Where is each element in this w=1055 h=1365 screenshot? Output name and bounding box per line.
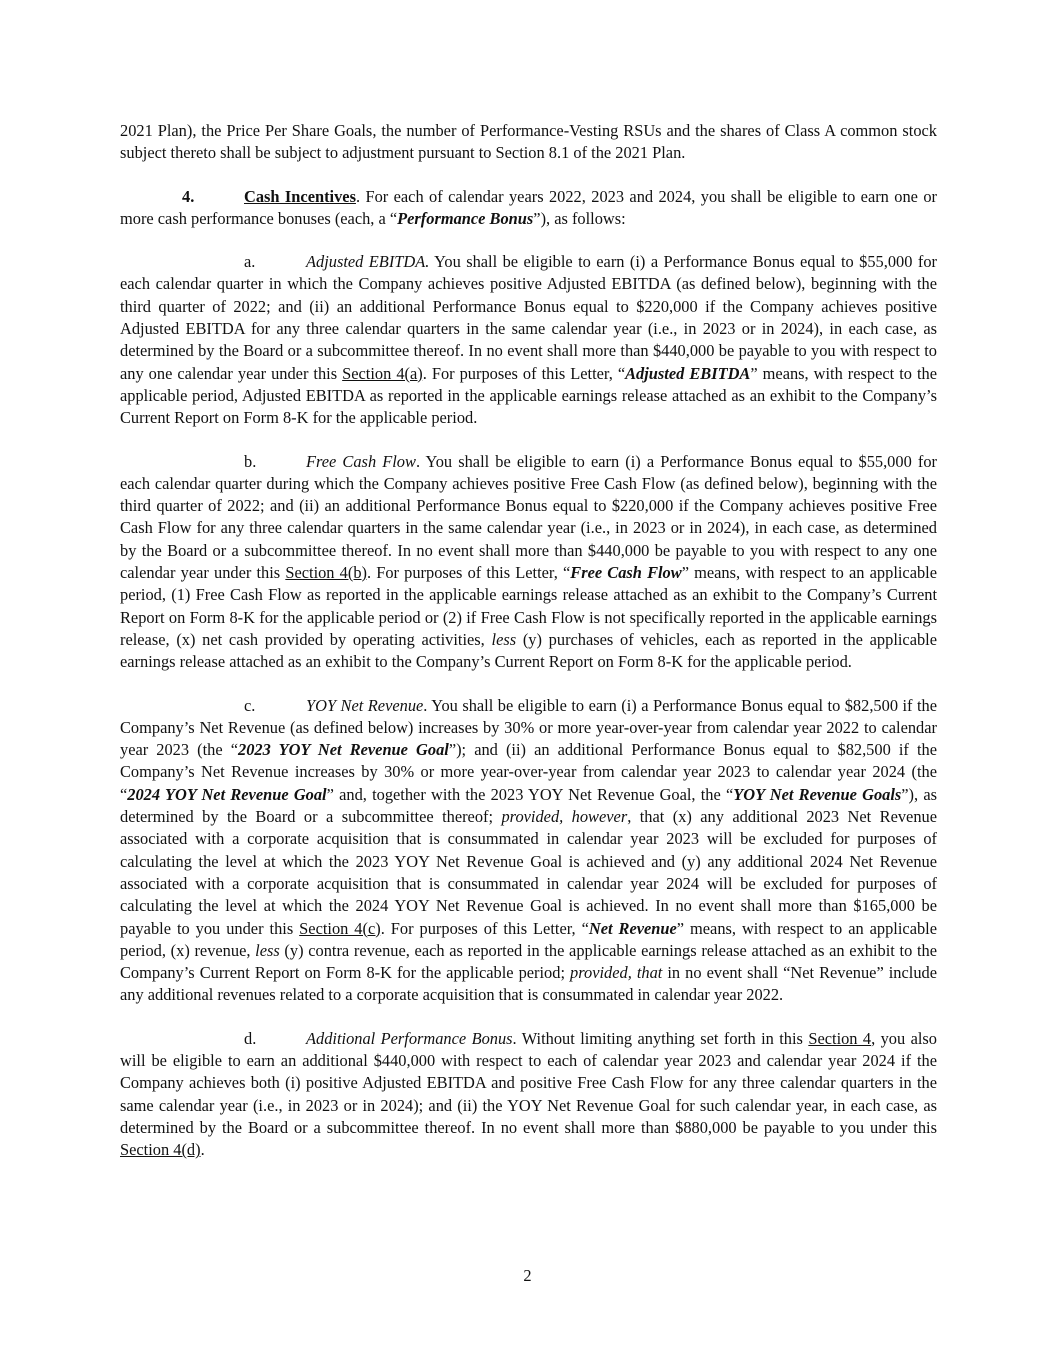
defined-term: Adjusted EBITDA (625, 363, 751, 383)
subsection-text: ” means, with respect to the applicable period, Adjusted EBITDA as reported in the applicable earnings release attached as an exhibit to the Company’s Current Report on Form 8-K for the applicable period. (120, 363, 938, 428)
subsection-b (120, 451, 937, 674)
section-reference: Section 4(a) (342, 363, 423, 383)
subsection-title: Additional Performance Bonus (306, 1028, 513, 1048)
subsection-text: . You shall be eligible to earn (i) a Performance Bonus equal to $82,500 if the Company’s Net Revenue (as defined below) increases by 30% or more year-over-year from calendar year 2022 to calendar year 2023 (the “ (120, 695, 938, 760)
subsection-text: . For purposes of this Letter, “ (380, 918, 589, 938)
subsection-letter: d. (244, 1028, 257, 1048)
subsection-text: . For purposes of this Letter, “ (422, 363, 626, 383)
subsection-a (120, 251, 937, 429)
section-reference: Section 4(b) (285, 563, 367, 583)
subsection-text: , that (x) any additional 2023 Net Revenue associated with a corporate acquisition that is consummated in calendar year 2023 will be excluded for purposes of calculating the level at which the 2023 YOY Net Revenue Goal is achieved and (y) any additional 2024 Net Revenue associated with a corporate acquisition that is consummated in calendar year 2024 will be excluded for purposes of calculating the level at which the 2024 YOY Net Revenue Goal is achieved. In no event shall more than $165,000 be payable to you under this (120, 807, 937, 938)
subsection-letter: c. (244, 695, 256, 715)
defined-term: YOY Net Revenue Goals (733, 784, 902, 804)
section-4-paragraph (120, 186, 937, 231)
emphasis-less: less (255, 940, 280, 960)
section-reference: Section 4(c) (299, 918, 381, 938)
proviso: provided, that (570, 963, 663, 983)
subsection-title: Free Cash Flow (306, 451, 416, 471)
subsection-text: (y) purchases of vehicles, each as reported in the applicable earnings release attached as an exhibit to the Company’s Current Report on Form 8-K for the applicable period. (120, 629, 937, 672)
section-text: ”), as follows: (533, 208, 626, 228)
subsection-text: ” means, with respect to an applicable period, (1) Free Cash Flow as reported in the applicable earnings release attached as an exhibit to the Company’s Current Report on Form 8-K for the applicable period or (2) if Free Cash Flow is not specifically reported in the applicable earnings release, (x) net cash provided by operating activities, (120, 563, 938, 649)
defined-term: 2024 YOY Net Revenue Goal (127, 784, 327, 804)
subsection-title: YOY Net Revenue (306, 695, 424, 715)
subsection-text: ” means, with respect to an applicable period, (x) revenue, (120, 918, 937, 960)
defined-term: 2023 YOY Net Revenue Goal (238, 740, 449, 760)
subsection-c (120, 695, 937, 1007)
subsection-title: Adjusted EBITDA. (306, 252, 430, 272)
intro-paragraph (120, 120, 937, 165)
defined-term: Net Revenue (588, 918, 677, 938)
subsection-text: ”), as determined by the Board or a subcommittee thereof; (120, 784, 937, 827)
subsection-text: . (200, 1140, 205, 1160)
section-number: 4. (182, 186, 195, 206)
section-reference: Section 4 (808, 1028, 872, 1048)
subsection-text: , you also will be eligible to earn an additional $440,000 with respect to each of calendar year 2023 and calendar year 2024 if the Company achieves both (i) positive Adjusted EBITDA and positive Free Cash Flow for any three calendar quarters in the same calendar year (i.e., in 2023 or in 2024); and (ii) the YOY Net Revenue Goal for such calendar year, in each case, as determined by the Board or a subcommittee thereof. In no event shall more than $880,000 be payable to you under this (120, 1028, 937, 1137)
subsection-d (120, 1028, 937, 1162)
subsection-text: You shall be eligible to earn (i) a Performance Bonus equal to $55,000 for each calendar quarter in which the Company achieves positive Adjusted EBITDA (as defined below), beginning with the third quarter of 2022; and (ii) an additional Performance Bonus equal to $220,000 if the Company achieves positive Adjusted EBITDA for any three calendar quarters in the same calendar year (i.e., in 2023 or in 2024), in each case, as determined by the Board or a subcommittee thereof. In no event shall more than $440,000 be payable to you with respect to any one calendar year under this (120, 252, 937, 383)
defined-term: Performance Bonus (397, 208, 534, 228)
section-reference: Section 4(d) (120, 1140, 201, 1160)
subsection-text: . You shall be eligible to earn (i) a Performance Bonus equal to $55,000 for each calendar quarter during which the Company achieves positive Free Cash Flow (as defined below), beginning with the third quarter of 2022; and (ii) an additional Performance Bonus equal to $220,000 if the Company achieves positive Free Cash Flow for any three calendar quarters in the same calendar year (i.e., in 2023 or in 2024), in each case, as determined by the Board or a subcommittee thereof. In no event shall more than $440,000 be payable to you with respect to any one calendar year under this (120, 451, 937, 583)
intro-text: 2021 Plan), the Price Per Share Goals, the number of Performance-Vesting RSUs and the shares of Class A common stock subject thereto shall be subject to adjustment pursuant to Section 8.1 of the 2021 Plan. (120, 121, 937, 163)
defined-term: Free Cash Flow (570, 563, 682, 583)
subsection-text: ” and, together with the 2023 YOY Net Revenue Goal, the “ (326, 784, 734, 804)
subsection-text: . Without limiting anything set forth in this (512, 1028, 809, 1048)
subsection-text: ”); and (ii) an additional Performance Bonus equal to $82,500 if the Company’s Net Revenue increases by 30% or more year-over-year from calendar year 2023 to calendar year 2024 (the “ (120, 740, 937, 804)
proviso: provided, however (501, 807, 628, 827)
page-number: 2 (523, 1266, 532, 1285)
document-page (120, 120, 937, 1182)
subsection-letter: a. (244, 252, 256, 272)
subsection-letter: b. (244, 451, 257, 471)
subsection-text: (y) contra revenue, each as reported in the applicable earnings release attached as an exhibit to the Company’s Current Report on Form 8-K for the applicable period; (120, 940, 937, 983)
subsection-text: . For purposes of this Letter, “ (366, 563, 571, 583)
section-heading: Cash Incentives (244, 186, 356, 206)
subsection-text: in no event shall “Net Revenue” include any additional revenues related to a corporate acquisition that is consummated in calendar year 2022. (120, 963, 938, 1005)
section-text: . For each of calendar years 2022, 2023 and 2024, you shall be eligible to earn one or more cash performance bonuses (each, a “ (120, 186, 937, 228)
emphasis-less: less (491, 629, 517, 649)
